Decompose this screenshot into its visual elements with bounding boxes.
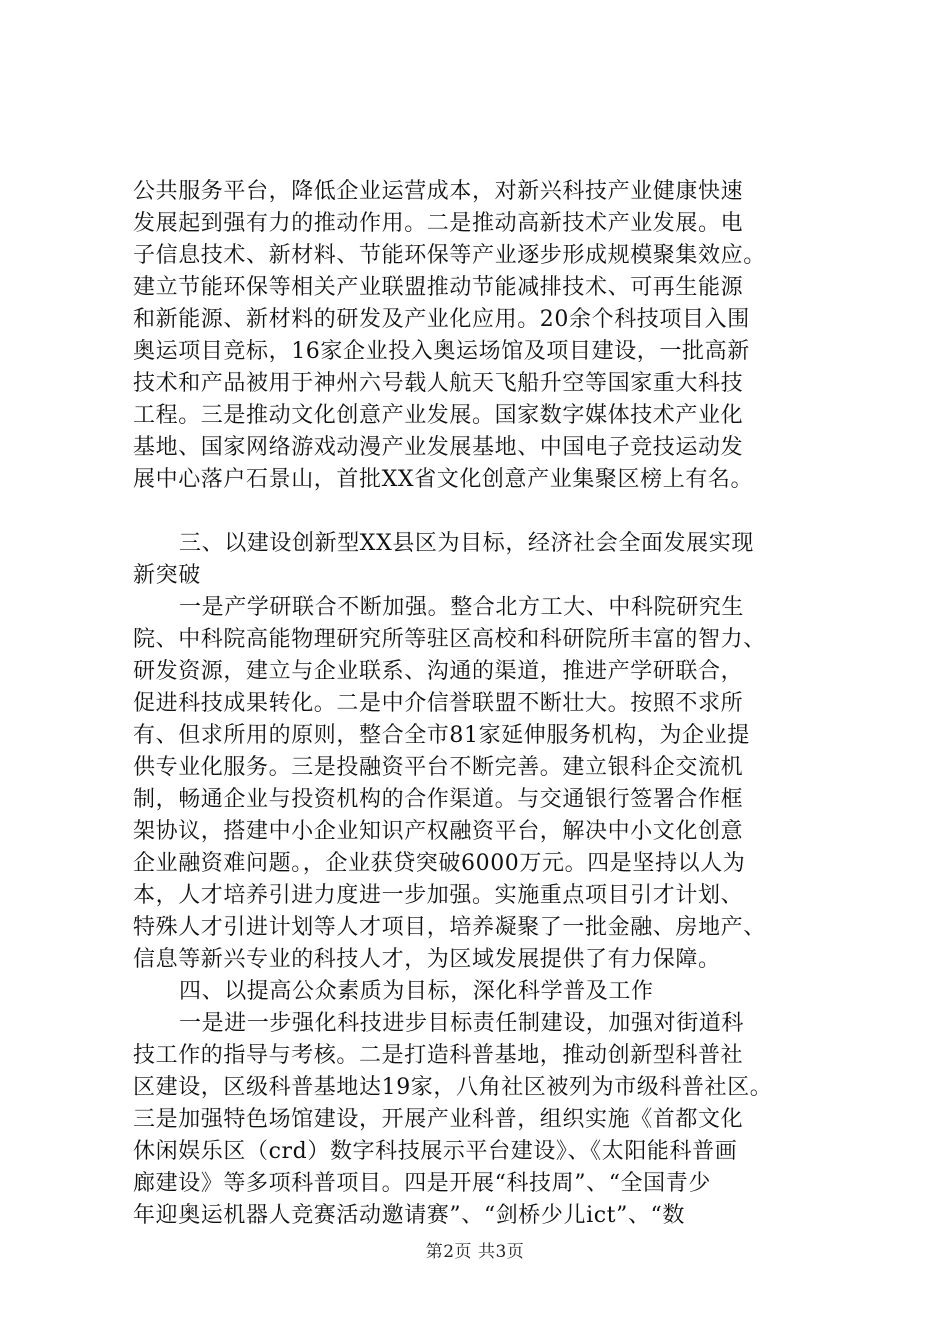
- text-line: 制，畅通企业与投资机构的合作渠道。与交通银行签署合作框: [133, 787, 744, 812]
- text-line: 信息等新兴专业的科技人才，为区域发展提供了有力保障。: [133, 947, 721, 972]
- text-line: 特殊人才引进计划等人才项目，培养凝聚了一批金融、房地产、: [133, 915, 766, 940]
- text-line: 廊建设》等多项科普项目。四是开展“科技周”、“全国青少: [133, 1171, 711, 1196]
- page-number-footer: 第2页 共3页: [425, 1242, 525, 1262]
- text-line: 奥运项目竞标，16家企业投入奥运场馆及项目建设，一批高新: [133, 339, 750, 364]
- text-line: 工程。三是推动文化创意产业发展。国家数字媒体技术产业化: [133, 403, 744, 428]
- text-line: 一是产学研联合不断加强。整合北方工大、中科院研究生: [179, 595, 745, 620]
- text-line: 促进科技成果转化。二是中介信誉联盟不断壮大。按照不求所: [133, 691, 744, 716]
- text-line: 三是加强特色场馆建设，开展产业科普，组织实施《首都文化: [133, 1107, 744, 1132]
- text-line: 有、但求所用的原则，整合全市81家延伸服务机构，为企业提: [133, 723, 750, 748]
- document-body: [133, 176, 833, 1232]
- text-line: 企业融资难问题。，企业获贷突破6000万元。四是坚持以人为: [133, 851, 746, 876]
- text-line: 建立节能环保等相关产业联盟推动节能减排技术、可再生能源: [133, 275, 744, 300]
- text-line: 技术和产品被用于神州六号载人航天飞船升空等国家重大科技: [133, 371, 744, 396]
- text-line: 休闲娱乐区（crd）数字科技展示平台建设》、《太阳能科普画: [133, 1139, 738, 1164]
- text-line: 公共服务平台，降低企业运营成本，对新兴科技产业健康快速: [133, 179, 744, 204]
- text-line: 展中心落户石景山，首批XX省文化创意产业集聚区榜上有名。: [133, 467, 754, 492]
- text-line: 子信息技术、新材料、节能环保等产业逐步形成规模聚集效应。: [133, 243, 766, 268]
- text-line: 和新能源、新材料的研发及产业化应用。20余个科技项目入围: [133, 307, 750, 332]
- text-line: 供专业化服务。三是投融资平台不断完善。建立银科企交流机: [133, 755, 744, 780]
- text-line: 研发资源，建立与企业联系、沟通的渠道，推进产学研联合，: [133, 659, 744, 684]
- text-line: 本，人才培养引进力度进一步加强。实施重点项目引才计划、: [133, 883, 744, 908]
- section-heading-4: 四、以提高公众素质为目标，深化科学普及工作: [179, 979, 654, 1004]
- text-line: 年迎奥运机器人竞赛活动邀请赛”、“剑桥少儿ict”、“数: [133, 1203, 685, 1228]
- text-line: 院、中科院高能物理研究所等驻区高校和科研院所丰富的智力、: [133, 627, 766, 652]
- text-line: 一是进一步强化科技进步目标责任制建设，加强对街道科: [179, 1011, 745, 1036]
- text-line: 技工作的指导与考核。二是打造科普基地，推动创新型科普社: [133, 1043, 744, 1068]
- text-line: 架协议，搭建中小企业知识产权融资平台，解决中小文化创意: [133, 819, 744, 844]
- section-heading-3-continued: 新突破: [133, 563, 201, 588]
- paragraph-spacer: [133, 496, 833, 528]
- text-line: 基地、国家网络游戏动漫产业发展基地、中国电子竞技运动发: [133, 435, 744, 460]
- section-heading-3: 三、以建设创新型XX县区为目标，经济社会全面发展实现: [179, 531, 754, 556]
- text-line: 区建设，区级科普基地达19家，八角社区被列为市级科普社区。: [133, 1075, 773, 1100]
- text-line: 发展起到强有力的推动作用。二是推动高新技术产业发展。电: [133, 211, 744, 236]
